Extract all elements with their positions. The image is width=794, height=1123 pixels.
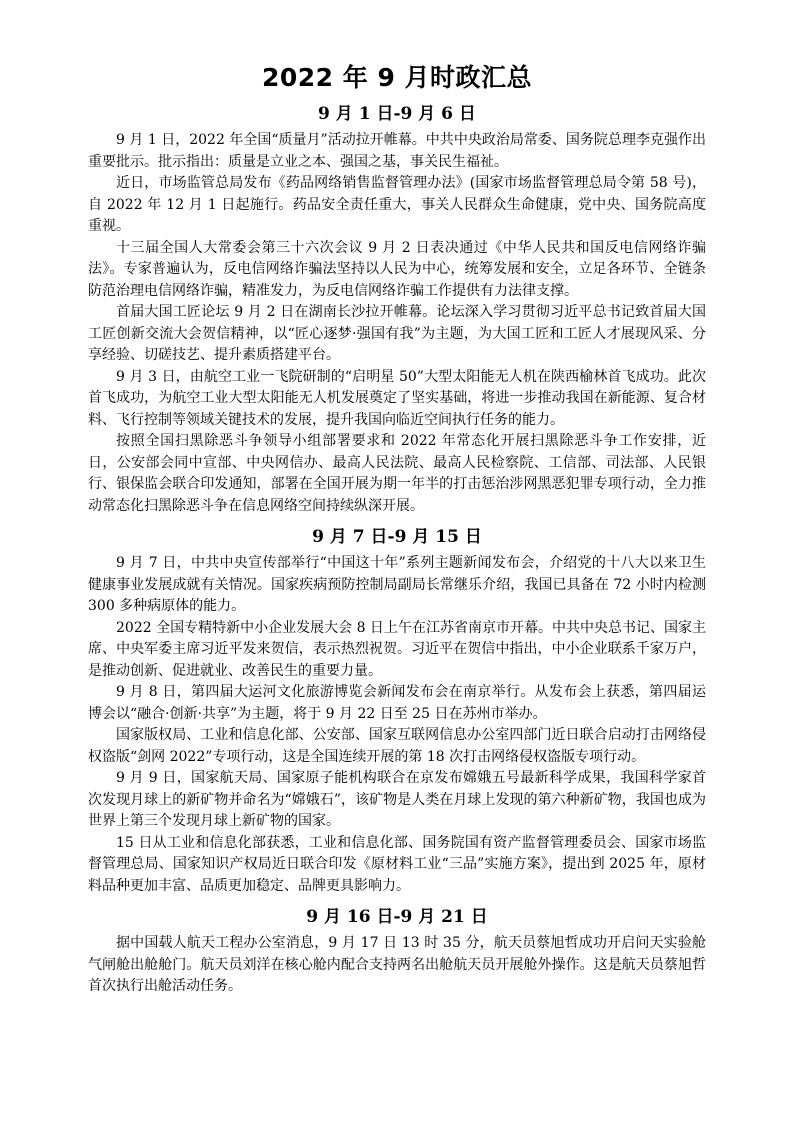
paragraph: 十三届全国人大常委会第三十六次会议 9 月 2 日表决通过《中华人民共和国反电信网络诈骗法》。专家普遍认为，反电信网络诈骗法坚持以人民为中心，统筹发展和安全，立足各环节、全链条防范治理电信网络诈骗，精准发力，为反电信网络诈骗工作提供有力法律支撑。 [88, 239, 706, 299]
paragraph: 按照全国扫黑除恶斗争领导小组部署要求和 2022 年常态化开展扫黑除恶斗争工作安排，近日，公安部会同中宣部、中央网信办、最高人民法院、最高人民检察院、工信部、司法部、人民银行、银保监会联合印发通知，部署在全国开展为期一年半的打击惩治涉网黑恶犯罪专项行动，全力推动常态化扫黑除恶斗争在信息网络空间持续纵深开展。 [88, 433, 706, 514]
paragraph: 15 日从工业和信息化部获悉，工业和信息化部、国务院国有资产监督管理委员会、国家市场监督管理总局、国家知识产权局近日联合印发《原材料工业“三品”实施方案》，提出到 2025 年，原材料品种更加丰富、品质更加稳定、品牌更具影响力。 [88, 834, 706, 894]
paragraph: 近日，市场监管总局发布《药品网络销售监督管理办法》(国家市场监督管理总局令第 58 号)，自 2022 年 12 月 1 日起施行。药品安全责任重大，事关人民群众生命健康，党中央、国务院高度重视。 [88, 175, 706, 234]
paragraph: 国家版权局、工业和信息化部、公安部、国家互联网信息办公室四部门近日联合启动打击网络侵权盗版“剑网 2022”专项行动，这是全国连续开展的第 18 次打击网络侵权盗版专项行动。 [88, 727, 706, 765]
paragraph: 9 月 7 日，中共中央宣传部举行“中国这十年”系列主题新闻发布会，介绍党的十八大以来卫生健康事业发展成就有关情况。国家疾病预防控制局副局长常继乐介绍，我国已具备在 72 小时内检测 300 多种病原体的能力。 [88, 555, 706, 614]
paragraph: 2022 全国专精特新中小企业发展大会 8 日上午在江苏省南京市开幕。中共中央总书记、国家主席、中央军委主席习近平发来贺信，表示热烈祝贺。习近平在贺信中指出，中小企业联系千家万户，是推动创新、促进就业、改善民生的重要力量。 [88, 619, 706, 679]
section-sep-7-15 [88, 525, 706, 897]
paragraph: 9 月 1 日，2022 年全国“质量月”活动拉开帷幕。中共中央政治局常委、国务院总理李克强作出重要批示。批示指出：质量是立业之本、强国之基，事关民生福祉。 [88, 132, 706, 170]
section-heading: 9 月 1 日-9 月 6 日 [318, 104, 476, 124]
section-sep-16-21 [88, 905, 706, 998]
paragraph: 9 月 9 日，国家航天局、国家原子能机构联合在京发布嫦娥五号最新科学成果，我国科学家首次发现月球上的新矿物并命名为“嫦娥石”，该矿物是人类在月球上发现的第六种新矿物，我国也成为世界上第三个发现月球上新矿物的国家。 [88, 770, 706, 829]
section-sep-1-6 [88, 102, 706, 517]
paragraph: 9 月 8 日，第四届大运河文化旅游博览会新闻发布会在南京举行。从发布会上获悉，第四届运博会以“融合·创新·共享”为主题，将于 9 月 22 日至 25 日在苏州市举办。 [88, 684, 706, 722]
paragraph: 9 月 3 日，由航空工业一飞院研制的“启明星 50”大型太阳能无人机在陕西榆林首飞成功。此次首飞成功，为航空工业大型太阳能无人机发展奠定了坚实基础，将进一步推动我国在新能源、复合材料、飞行控制等领域关键技术的发展，提升我国向临近空间执行任务的能力。 [88, 368, 706, 428]
section-heading: 9 月 7 日-9 月 15 日 [312, 527, 482, 547]
paragraph: 首届大国工匠论坛 9 月 2 日在湖南长沙拉开帷幕。论坛深入学习贯彻习近平总书记致首届大国工匠创新交流大会贺信精神，以“匠心逐梦·强国有我”为主题，为大国工匠和工匠人才展现风采、分享经验、切磋技艺、提升素质搭建平台。 [88, 304, 706, 363]
document-title: 2022 年 9 月时政汇总 [261, 63, 533, 92]
paragraph: 据中国载人航天工程办公室消息，9 月 17 日 13 时 35 分，航天员蔡旭哲成功开启问天实验舱气闸舱出舱舱门。航天员刘洋在核心舱内配合支持两名出舱航天员开展舱外操作。这是航天员蔡旭哲首次执行出舱活动任务。 [88, 935, 706, 994]
section-heading: 9 月 16 日-9 月 21 日 [306, 907, 488, 927]
